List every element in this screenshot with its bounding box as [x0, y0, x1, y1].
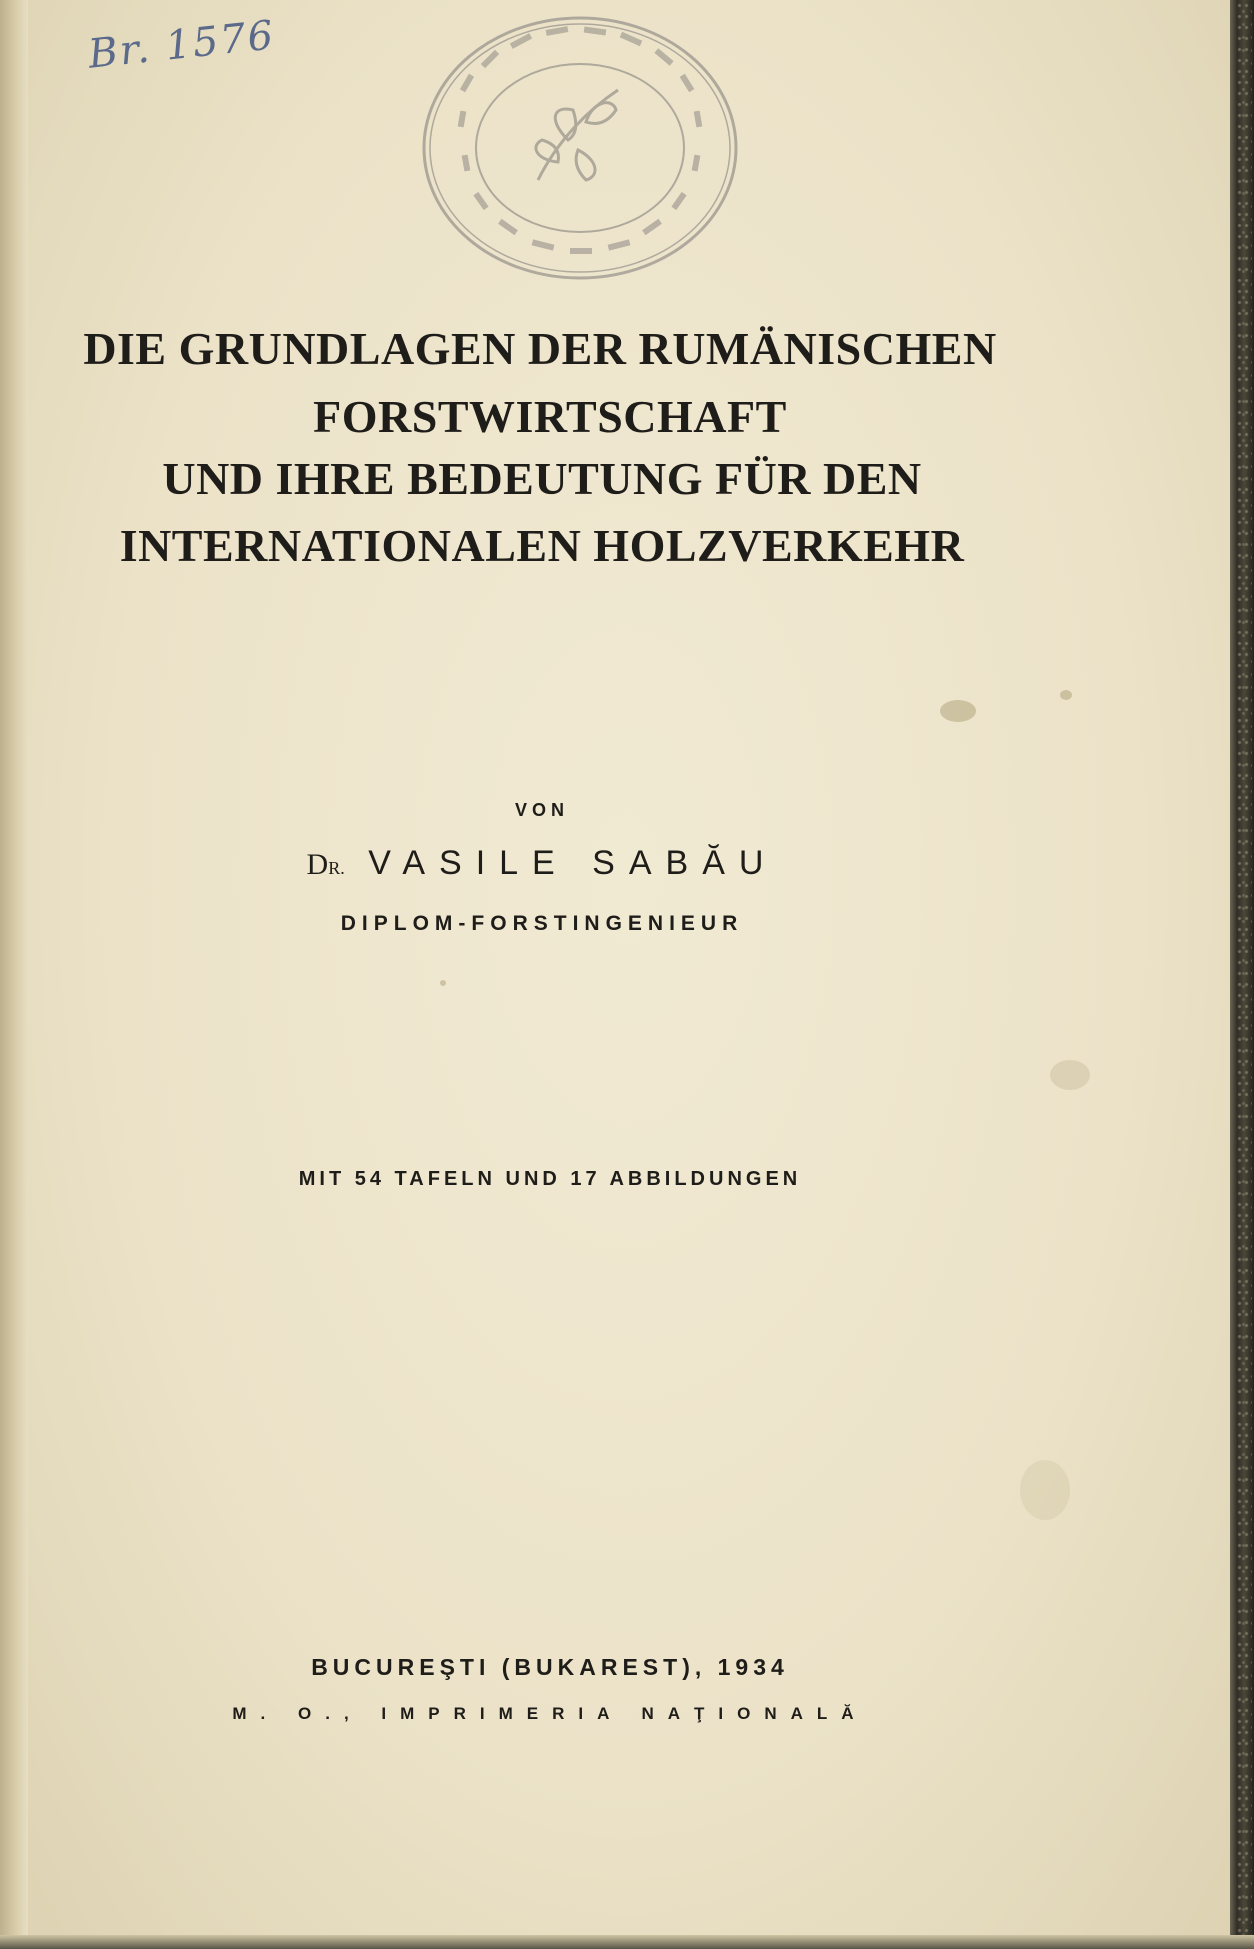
title-line-4: INTERNATIONALEN HOLZVERKEHR — [119, 520, 965, 571]
plates-note: MIT 54 TAFELN UND 17 ABBILDUNGEN — [298, 1168, 802, 1190]
title-line-3: UND IHRE BEDEUTUNG FÜR DEN — [162, 453, 922, 504]
author-profession: DIPLOM-FORSTINGENIEUR — [340, 912, 744, 935]
imprint-printer: M. O., IMPRIMERIA NAŢIONALĂ — [232, 1704, 868, 1723]
library-stamp-icon — [418, 10, 742, 300]
author-title-rest: R. — [328, 858, 345, 878]
page-bottom-edge — [0, 1935, 1254, 1949]
by-line: VON — [514, 800, 569, 820]
handwritten-shelf-mark: Br. 1576 — [86, 12, 278, 78]
author-title-initial: D — [306, 848, 329, 881]
author-title — [307, 848, 345, 881]
author-name: VASILE SABĂU — [368, 844, 778, 882]
binding-speckle — [1236, 0, 1252, 1949]
imprint-place-year: BUCUREŞTI (BUKAREST), 1934 — [311, 1654, 789, 1680]
title-line-1: DIE GRUNDLAGEN DER RUMÄNISCHEN — [83, 323, 997, 374]
title-line-2: FORSTWIRTSCHAFT — [313, 391, 787, 442]
author-line — [22, 844, 1062, 883]
